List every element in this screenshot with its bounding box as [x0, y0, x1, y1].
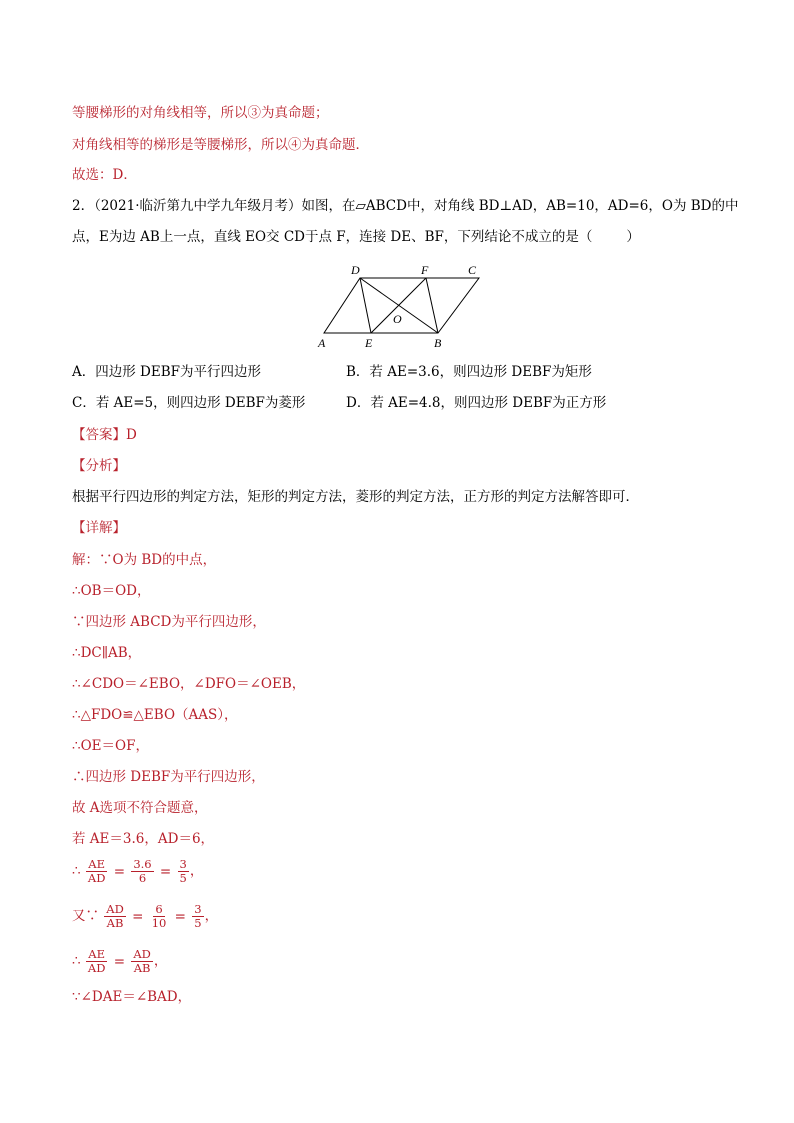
frac-den: AB	[106, 916, 124, 930]
frac-num: 3	[179, 857, 187, 871]
label-a: A	[318, 336, 326, 350]
solution-step-12	[72, 903, 218, 930]
frac-den: AD	[87, 871, 106, 885]
fraction-3-5	[192, 903, 203, 930]
label-b: B	[434, 336, 442, 350]
label-e: E	[365, 336, 373, 350]
solution-step-1: 解：∵O为 BD的中点，	[72, 552, 217, 568]
frac-den: 5	[194, 916, 202, 930]
prev-line-1: 等腰梯形的对角线相等，所以③为真命题；	[72, 105, 329, 121]
step12-suffix: ，	[204, 908, 219, 924]
frac-num: AE	[88, 857, 105, 871]
frac-num: 3.6	[133, 857, 152, 871]
question-bracket-close: ）	[626, 229, 640, 245]
analysis-text: 根据平行四边形的判定方法，矩形的判定方法，菱形的判定方法，正方形的判定方法解答即可．	[72, 489, 639, 505]
frac-den: 5	[179, 871, 187, 885]
question-line-2	[72, 227, 640, 247]
segment-bf	[426, 278, 438, 333]
frac-den: 10	[151, 916, 167, 930]
step12-prefix: 又∵	[72, 908, 99, 924]
option-a: A．四边形 DEBF为平行四边形	[72, 364, 262, 380]
solution-step-14: ∵∠DAE＝∠BAD，	[72, 989, 192, 1005]
frac-num: 6	[155, 902, 163, 916]
frac-num: AE	[88, 947, 105, 961]
fraction-ad-ab	[131, 948, 153, 975]
solution-step-9: 故 A选项不符合题意，	[72, 800, 208, 816]
fraction-3.6-6	[131, 858, 153, 885]
frac-num: AD	[133, 947, 151, 961]
frac-den: 6	[138, 871, 147, 885]
option-b: B．若 AE=3.6，则四边形 DEBF为矩形	[346, 364, 592, 380]
frac-num: 3	[194, 902, 202, 916]
fraction-ad-ab	[104, 903, 126, 930]
analysis-title: 【分析】	[72, 458, 126, 474]
parallelogram-figure	[314, 261, 494, 351]
step13-suffix: ，	[153, 953, 168, 969]
solution-step-5: ∴∠CDO＝∠EBO，∠DFO＝∠OEB，	[72, 676, 306, 692]
solution-step-11	[72, 858, 203, 885]
solution-step-4: ∴DC∥AB，	[72, 645, 142, 661]
step13-prefix: ∴	[72, 953, 81, 969]
equals-sign: =	[174, 908, 186, 925]
solution-step-10: 若 AE＝3.6，AD＝6，	[72, 831, 215, 847]
question-text-2: 点，E为边 AB上一点，直线 EO交 CD于点 F，连接 DE、BF，下列结论不成立的是（	[72, 229, 593, 245]
frac-den: AB	[133, 961, 151, 975]
step11-suffix: ，	[189, 863, 204, 879]
fraction-ae-ad	[86, 858, 108, 885]
frac-den: AD	[87, 961, 106, 975]
solution-step-7: ∴OE＝OF，	[72, 738, 149, 754]
label-f: F	[421, 263, 429, 277]
prev-line-3: 故选：D．	[72, 167, 137, 183]
question-line-1: 2．（2021·临沂第九中学九年级月考）如图，在▱ABCD中，对角线 BD⊥AD，AB=10，AD=6，O为 BD的中	[72, 198, 739, 214]
fraction-ae-ad	[86, 948, 108, 975]
fraction-6-10	[150, 903, 169, 930]
solution-step-8: ∴四边形 DEBF为平行四边形，	[72, 769, 265, 785]
fraction-3-5	[178, 858, 189, 885]
equals-sign: =	[159, 863, 172, 880]
solution-step-13	[72, 948, 167, 975]
segment-de	[360, 278, 371, 333]
answer-line: 【答案】D	[72, 427, 137, 443]
label-c: C	[468, 263, 477, 277]
step11-prefix: ∴	[72, 863, 81, 879]
solution-step-3: ∵四边形 ABCD为平行四边形，	[72, 614, 266, 630]
solution-step-6: ∴△FDO≌△EBO（AAS），	[72, 707, 238, 723]
option-d: D．若 AE=4.8，则四边形 DEBF为正方形	[346, 395, 607, 411]
label-d: D	[351, 263, 360, 277]
frac-num: AD	[106, 902, 124, 916]
equals-sign: =	[113, 953, 126, 970]
equals-sign: =	[132, 908, 144, 925]
solution-step-2: ∴OB＝OD，	[72, 583, 151, 599]
prev-line-2: 对角线相等的梯形是等腰梯形，所以④为真命题．	[72, 137, 369, 153]
equals-sign: =	[113, 863, 126, 880]
label-o: O	[393, 312, 402, 326]
option-c: C．若 AE=5，则四边形 DEBF为菱形	[72, 395, 306, 411]
detail-title: 【详解】	[72, 520, 126, 536]
